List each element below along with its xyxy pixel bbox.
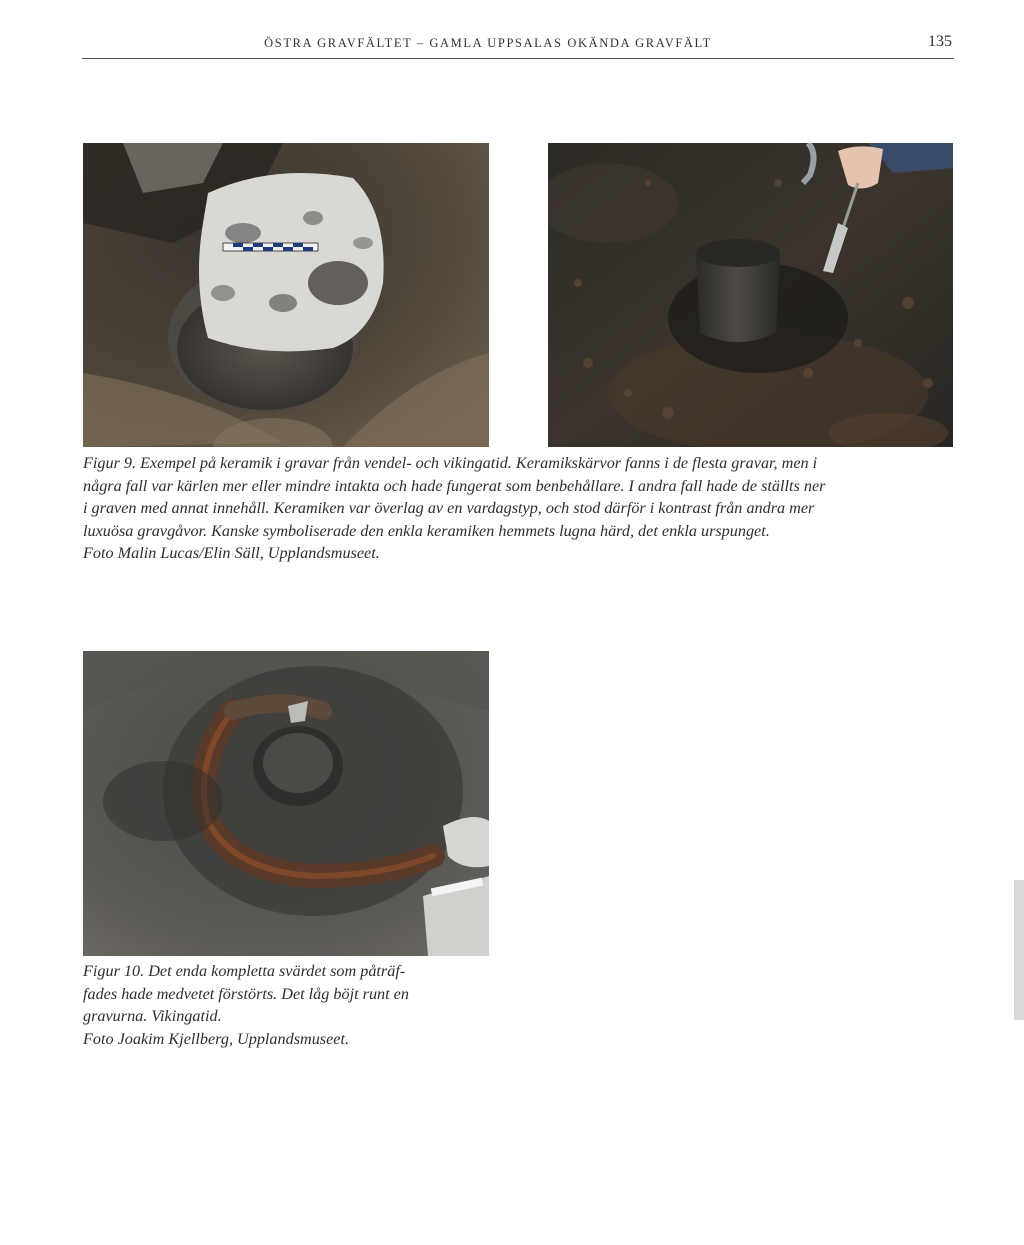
page-number: 135: [928, 33, 952, 50]
caption-line: luxuösa gravgåvor. Kanske symboliserade den enkla keramiken hemmets lugna härd, det enkla urspunget.: [83, 521, 770, 540]
photo-credit: Foto Joakim Kjellberg, Upplandsmuseet.: [83, 1029, 350, 1048]
caption-line: fades hade medvetet förstörts. Det låg böjt runt en: [83, 984, 409, 1003]
caption-line: Figur 10. Det enda kompletta svärdet som påträf-: [83, 962, 406, 980]
caption-line: i graven med annat innehåll. Keramiken var överlag av en vardagstyp, och stod därför i kontrast från andra mer: [83, 499, 815, 518]
caption-line: gravurna. Vikingatid.: [83, 1007, 222, 1026]
running-header: [82, 33, 954, 59]
photo-pot-in-dark-soil: [548, 143, 953, 447]
figure-9-caption: [83, 452, 958, 565]
photo-credit: Foto Malin Lucas/Elin Säll, Upplandsmuseet.: [83, 544, 380, 563]
running-title: ÖSTRA GRAVFÄLTET – GAMLA UPPSALAS OKÄNDA GRAVFÄLT: [264, 36, 712, 50]
scan-edge-mark: [1014, 880, 1024, 1020]
caption-line: några fall var kärlen mer eller mindre intakta och hade fungerat som benbehållare. I andra fall hade de ställts ner: [83, 476, 826, 495]
photo-pot-with-stone: [83, 143, 489, 447]
caption-line: Figur 9. Exempel på keramik i gravar från vendel- och vikingatid. Keramikskärvor fanns i de flesta gravar, men i: [83, 454, 818, 472]
photo-bent-sword: [83, 651, 489, 956]
figure-10-caption: [83, 960, 503, 1050]
